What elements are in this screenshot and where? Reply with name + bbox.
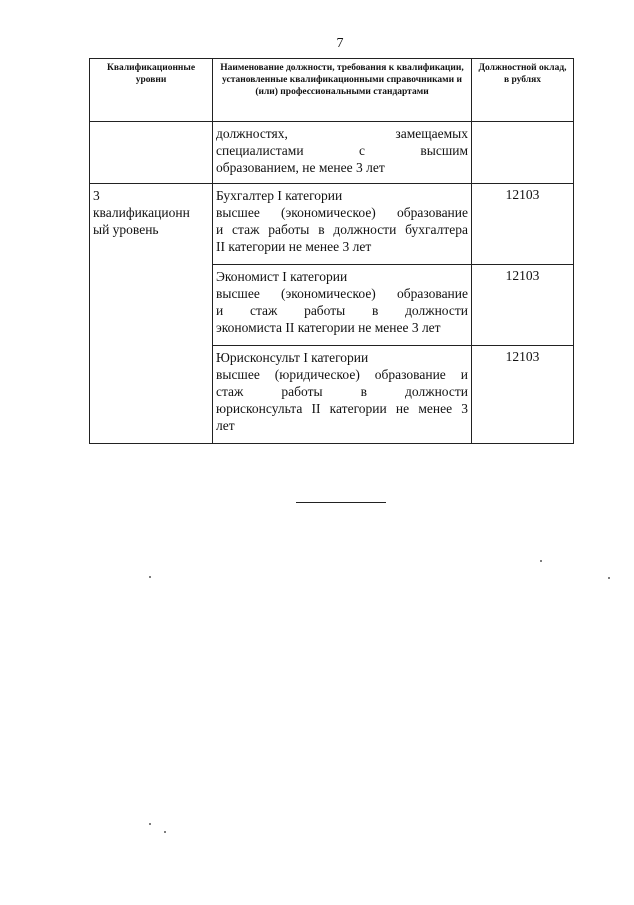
position-cell <box>213 346 472 444</box>
salary-cell: 12103 <box>472 346 574 444</box>
position-cell <box>213 265 472 346</box>
scan-speck <box>540 560 542 562</box>
scan-speck <box>149 823 151 825</box>
level-cell-empty <box>90 122 213 184</box>
end-rule <box>296 502 386 503</box>
position-text-line: II категории не менее 3 лет <box>216 239 372 254</box>
header-salary: Должностной оклад, в рублях <box>472 59 574 122</box>
position-text-line: должностях, замещаемых <box>216 126 468 141</box>
position-text-line: и стаж работы в должности <box>216 303 468 318</box>
salary-cell-empty <box>472 122 574 184</box>
position-title: Экономист I категории <box>216 269 348 284</box>
page-number: 7 <box>336 36 344 51</box>
position-title: Юрисконсульт I категории <box>216 350 369 365</box>
position-text-line: юрисконсульта II категории не менее 3 <box>216 401 468 416</box>
position-text-line: стаж работы в должности <box>216 384 468 399</box>
position-text-line: высшее (экономическое) образование <box>216 205 468 220</box>
position-text-line: образованием, не менее 3 лет <box>216 160 385 175</box>
scan-speck <box>608 577 610 579</box>
level-label-line: квалификационн <box>93 205 190 220</box>
level-number: 3 <box>93 188 100 203</box>
position-text-line: высшее (экономическое) образование <box>216 286 468 301</box>
position-title: Бухгалтер I категории <box>216 188 343 203</box>
position-cell <box>213 184 472 265</box>
scan-speck <box>149 576 151 578</box>
table-row <box>90 122 574 184</box>
table-header-row <box>90 59 574 122</box>
position-text-line: специалистами с высшим <box>216 143 468 158</box>
qualification-table <box>89 58 574 444</box>
level-label-line: ый уровень <box>93 222 159 237</box>
position-text-line: высшее (юридическое) образование и <box>216 367 468 382</box>
scan-speck <box>164 831 166 833</box>
salary-cell: 12103 <box>472 184 574 265</box>
position-cell <box>213 122 472 184</box>
position-text-line: экономиста II категории не менее 3 лет <box>216 320 441 335</box>
qualification-level-cell <box>90 184 213 444</box>
header-positions: Наименование должности, требования к квалификации, установленные квалификационными справочниками и (или) профессиональными стандартами <box>213 59 472 122</box>
salary-cell: 12103 <box>472 265 574 346</box>
header-levels: Квалификационные уровни <box>90 59 213 122</box>
position-text-line: лет <box>216 418 235 433</box>
table-row <box>90 184 574 265</box>
position-text-line: и стаж работы в должности бухгалтера <box>216 222 468 237</box>
